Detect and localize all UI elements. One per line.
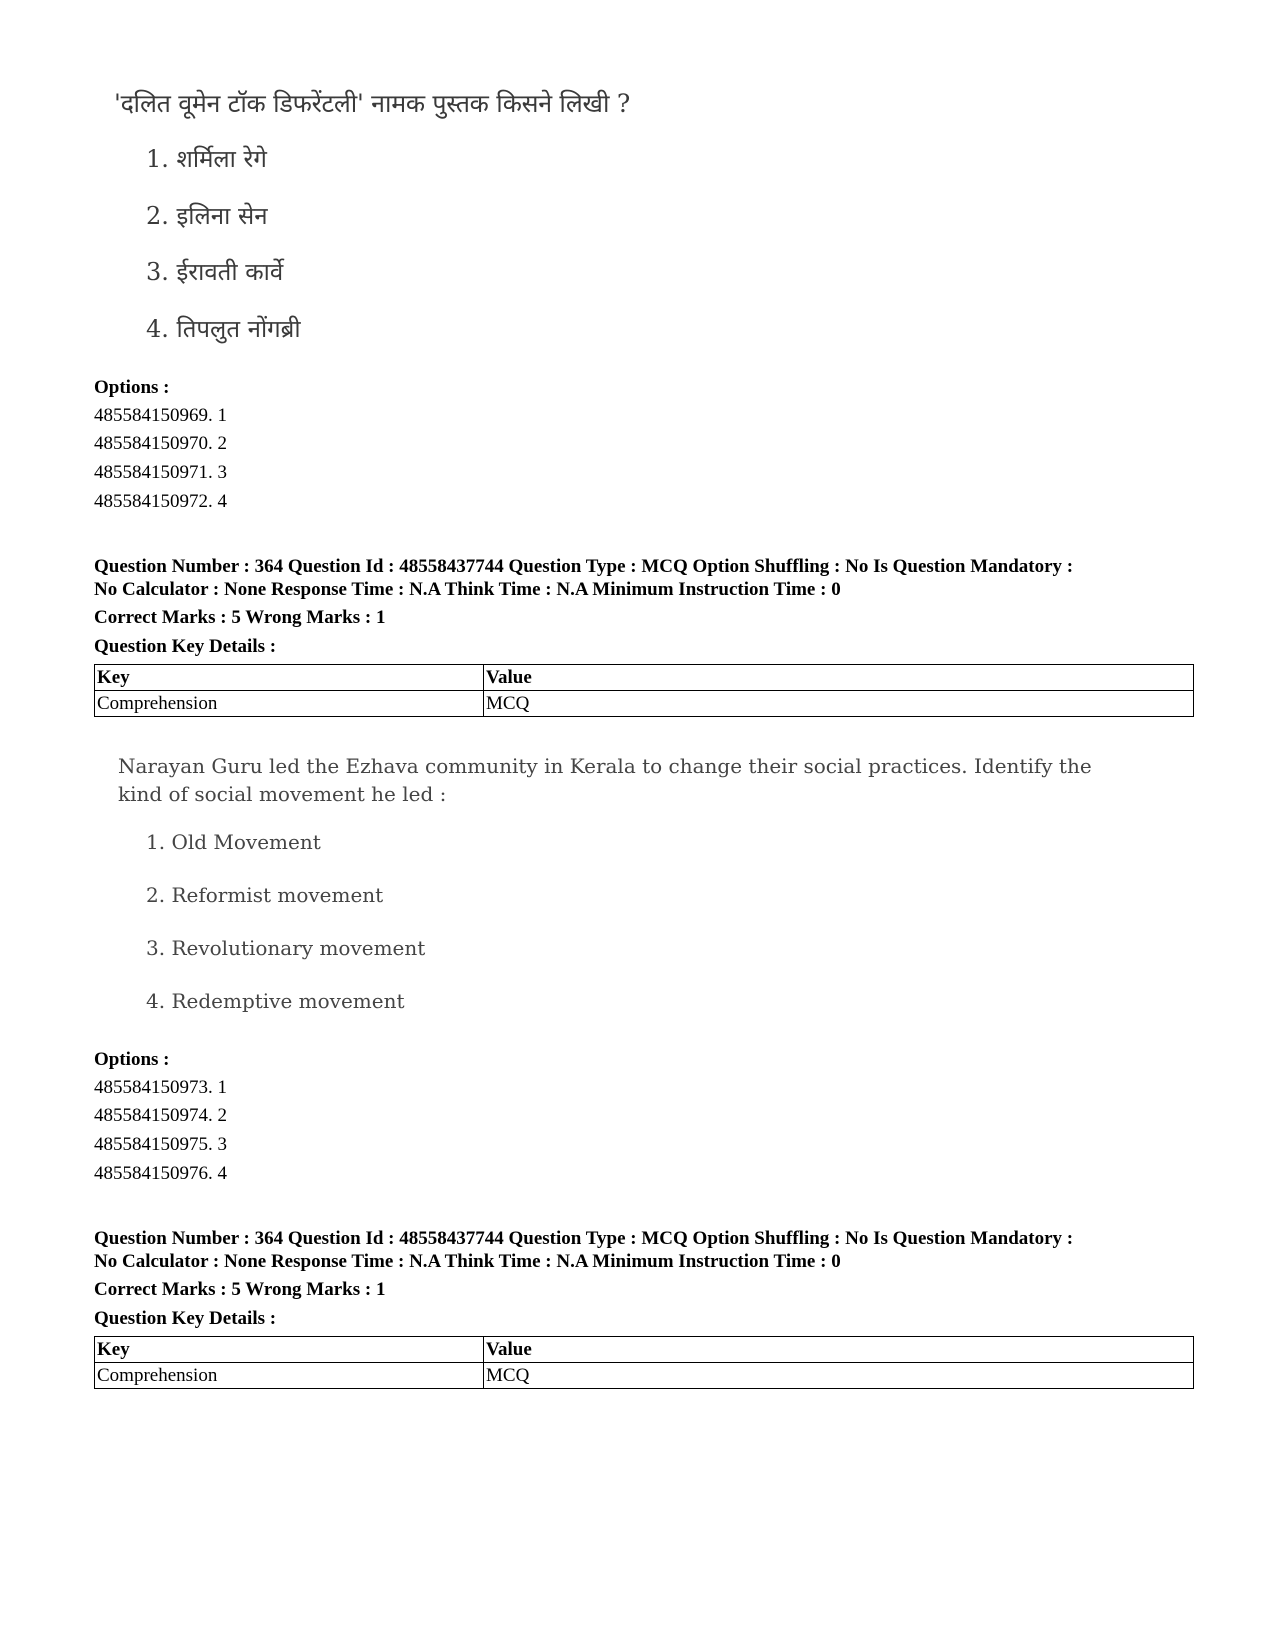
table-row	[95, 1363, 1194, 1389]
question-choice: 4. तिपलुत नोंगब्री	[146, 315, 301, 343]
question-meta-line: No Calculator : None Response Time : N.A Think Time : N.A Minimum Instruction Time : 0	[94, 579, 841, 600]
option-item: 485584150972. 4	[94, 491, 227, 512]
question-meta-line: No Calculator : None Response Time : N.A Think Time : N.A Minimum Instruction Time : 0	[94, 1251, 841, 1272]
table-cell: MCQ	[484, 1363, 1194, 1389]
question-choice: 1. Old Movement	[146, 830, 321, 854]
table-header-row	[95, 665, 1194, 691]
table-header-cell: Value	[484, 1337, 1194, 1363]
key-details-heading: Question Key Details :	[94, 636, 277, 657]
question-stem: 'दलित वूमेन टॉक डिफरेंटली' नामक पुस्तक किसने लिखी ?	[114, 89, 630, 118]
question-choice: 2. इलिना सेन	[146, 202, 268, 230]
marks-line: Correct Marks : 5 Wrong Marks : 1	[94, 1279, 386, 1300]
table-cell: Comprehension	[95, 1363, 484, 1389]
question-choice: 4. Redemptive movement	[146, 989, 405, 1013]
question-choice: 2. Reformist movement	[146, 883, 384, 907]
question-choice: 3. ईरावती कार्वे	[146, 258, 284, 286]
question-meta-line: Question Number : 364 Question Id : 48558437744 Question Type : MCQ Option Shuffling : No Is Question Mandatory :	[94, 1228, 1074, 1249]
table-row	[95, 691, 1194, 717]
key-details-table	[94, 1336, 1194, 1389]
question-choice: 1. शर्मिला रेगे	[146, 145, 267, 173]
options-heading: Options :	[94, 1049, 170, 1070]
option-item: 485584150970. 2	[94, 433, 227, 454]
question-meta-line: Question Number : 364 Question Id : 48558437744 Question Type : MCQ Option Shuffling : No Is Question Mandatory :	[94, 556, 1074, 577]
option-item: 485584150974. 2	[94, 1105, 227, 1126]
option-item: 485584150976. 4	[94, 1163, 227, 1184]
option-item: 485584150973. 1	[94, 1077, 227, 1098]
key-details-heading: Question Key Details :	[94, 1308, 277, 1329]
table-header-cell: Value	[484, 665, 1194, 691]
table-header-cell: Key	[95, 1337, 484, 1363]
table-header-row	[95, 1337, 1194, 1363]
key-details-table	[94, 664, 1194, 717]
question-image-hindi	[0, 0, 1275, 360]
table-cell: Comprehension	[95, 691, 484, 717]
table-cell: MCQ	[484, 691, 1194, 717]
option-item: 485584150975. 3	[94, 1134, 227, 1155]
question-image-english	[0, 740, 1275, 1030]
option-item: 485584150969. 1	[94, 405, 227, 426]
option-item: 485584150971. 3	[94, 462, 227, 483]
marks-line: Correct Marks : 5 Wrong Marks : 1	[94, 607, 386, 628]
question-stem: Narayan Guru led the Ezhava community in Kerala to change their social practices. Identify the kind of social movement he led :	[118, 754, 1092, 806]
table-header-cell: Key	[95, 665, 484, 691]
options-heading: Options :	[94, 377, 170, 398]
question-choice: 3. Revolutionary movement	[146, 936, 426, 960]
